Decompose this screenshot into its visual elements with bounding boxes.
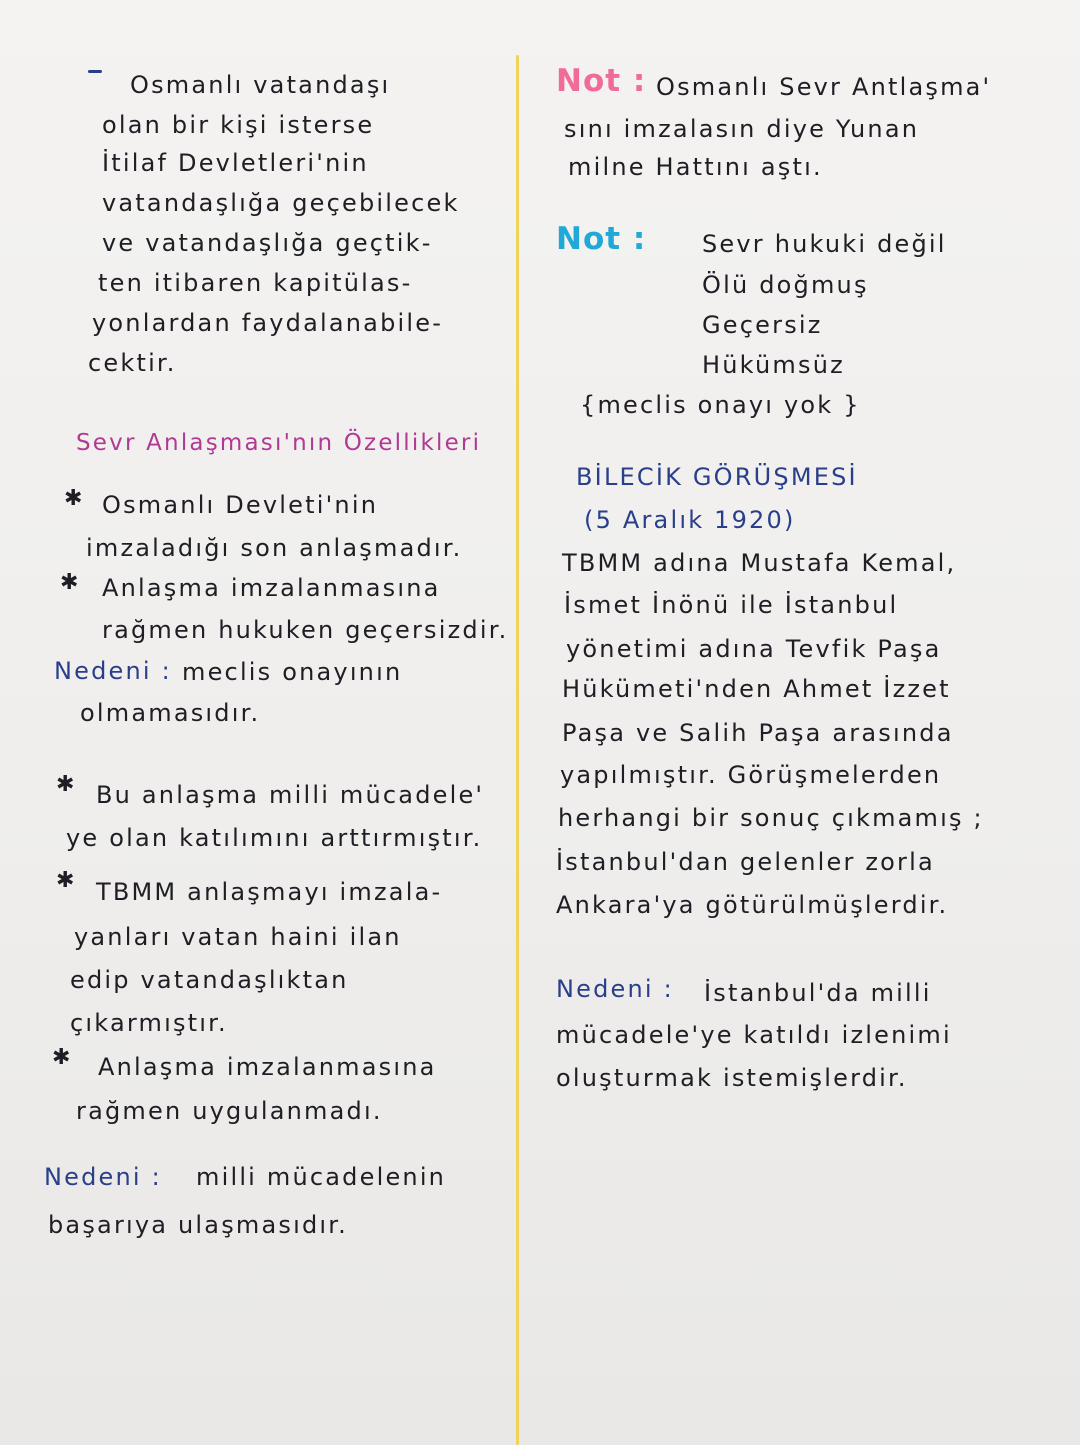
intro-line: İtilaf Devletleri'nin: [102, 149, 369, 177]
intro-line: Osmanlı vatandaşı: [130, 71, 391, 99]
right-column: [528, 0, 1080, 1445]
intro-line: vatandaşlığa geçebilecek: [102, 189, 460, 217]
note-line: Osmanlı Sevr Antlaşma': [656, 73, 992, 101]
note-item: Geçersiz: [702, 311, 823, 339]
bullet-star-icon: ✱: [56, 868, 75, 893]
feature-line: çıkarmıştır.: [70, 1009, 228, 1037]
bilecik-date: (5 Aralık 1920): [584, 506, 796, 534]
bilecik-line: İstanbul'dan gelenler zorla: [556, 848, 935, 876]
intro-line: cektir.: [88, 349, 177, 377]
reason-line: meclis onayının: [182, 658, 403, 686]
intro-line: yonlardan faydalanabile-: [92, 309, 444, 337]
reason-line: İstanbul'da milli: [704, 979, 932, 1007]
reason-line: mücadele'ye katıldı izlenimi: [556, 1021, 952, 1049]
feature-line: edip vatandaşlıktan: [70, 966, 349, 994]
note-item: Hükümsüz: [702, 351, 845, 379]
bilecik-line: Hükümeti'nden Ahmet İzzet: [562, 675, 951, 703]
intro-line: olan bir kişi isterse: [102, 111, 375, 139]
feature-line: Osmanlı Devleti'nin: [102, 491, 379, 519]
reason-line: olmamasıdır.: [80, 699, 261, 727]
bilecik-line: İsmet İnönü ile İstanbul: [564, 591, 899, 619]
feature-line: ye olan katılımını arttırmıştır.: [66, 824, 483, 852]
bilecik-line: Ankara'ya götürülmüşlerdir.: [556, 891, 949, 919]
note-label: Not :: [556, 63, 647, 99]
feature-line: imzaladığı son anlaşmadır.: [86, 534, 463, 562]
bilecik-line: herhangi bir sonuç çıkmamış ;: [558, 804, 984, 832]
bilecik-title: BİLECİK GÖRÜŞMESİ: [576, 463, 858, 491]
reason-label: Nedeni :: [556, 975, 674, 1003]
feature-line: TBMM anlaşmayı imzala-: [96, 878, 443, 906]
reason-line: başarıya ulaşmasıdır.: [48, 1211, 348, 1239]
left-column: [0, 0, 520, 1445]
feature-line: rağmen uygulanmadı.: [76, 1097, 383, 1125]
reason-line: oluşturmak istemişlerdir.: [556, 1064, 908, 1092]
reason-label: Nedeni :: [44, 1163, 162, 1191]
intro-line: ve vatandaşlığa geçtik-: [102, 229, 433, 257]
reason-line: milli mücadelenin: [196, 1163, 447, 1191]
feature-line: Anlaşma imzalanmasına: [98, 1053, 437, 1081]
bullet-star-icon: ✱: [60, 570, 79, 595]
feature-line: Bu anlaşma milli mücadele': [96, 781, 485, 809]
bilecik-line: yönetimi adına Tevfik Paşa: [566, 635, 942, 663]
bullet-star-icon: ✱: [64, 486, 83, 511]
note-brace: {meclis onayı yok }: [580, 391, 861, 419]
bilecik-line: Paşa ve Salih Paşa arasında: [562, 719, 954, 747]
bilecik-line: yapılmıştır. Görüşmelerden: [560, 761, 942, 789]
bullet-star-icon: ✱: [56, 772, 75, 797]
features-heading: Sevr Anlaşması'nın Özellikleri: [76, 430, 482, 456]
note-label: Not :: [556, 221, 647, 257]
bullet-star-icon: ✱: [52, 1045, 71, 1070]
feature-line: rağmen hukuken geçersizdir.: [102, 616, 509, 644]
note-item: Ölü doğmuş: [702, 271, 869, 299]
feature-line: yanları vatan haini ilan: [74, 923, 402, 951]
note-line: milne Hattını aştı.: [568, 153, 823, 181]
feature-line: Anlaşma imzalanmasına: [102, 574, 441, 602]
note-line: sını imzalasın diye Yunan: [564, 115, 920, 143]
dash-mark: [88, 70, 102, 73]
note-item: Sevr hukuki değil: [702, 230, 947, 258]
intro-line: ten itibaren kapitülas-: [98, 269, 413, 297]
bilecik-line: TBMM adına Mustafa Kemal,: [562, 549, 957, 577]
reason-label: Nedeni :: [54, 657, 172, 685]
